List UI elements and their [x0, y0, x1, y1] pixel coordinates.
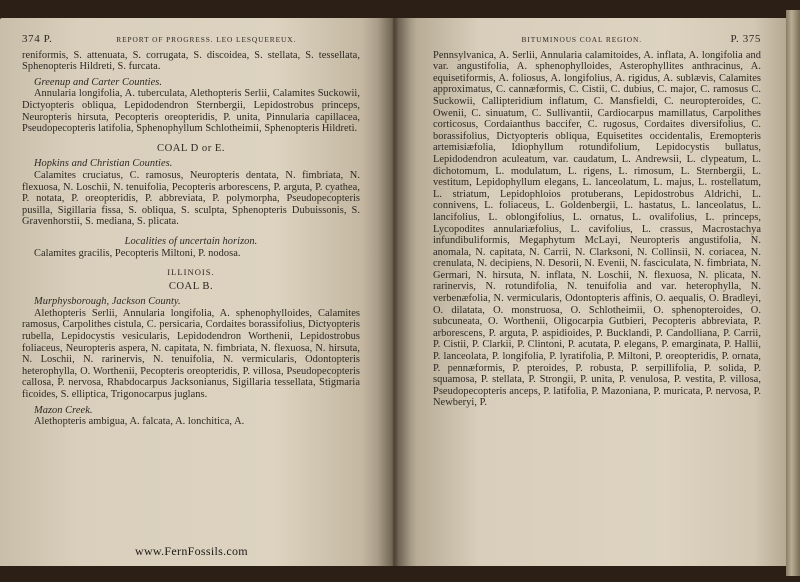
left-running-head — [22, 34, 360, 46]
paragraph-continued: reniformis, S. attenuata, S. corrugata, S. discoidea, S. stellata, S. tessellata, Sphenopteris Hildreti, S. furcata. — [22, 49, 360, 73]
left-running-title: REPORT OF PROGRESS. LEO LESQUEREUX. — [116, 35, 297, 44]
paragraph-species-list: Pennsylvanica, A. Serlii, Annularia calamitoides, A. inflata, A. longifolia and var. angustifolia, A. sphenophylloides, Asterophyllites anthracinus, A. equisetiformis, A. foliosus, A. longifolius, A. rigidus, A. sublævis, Calamites approximatus, C. cannæformis, C. Cistii, C. dubius, C. major, C. ramosus C. Suckowii, Callipteridium inflatum, C. Mansfieldi, C. neuropteroides, C. Owenii, C. sinuatum, C. Sullivantii, Cardiocarpus mamillatus, Carpolithes corticosus, Cordaianthus baccifer, C. rugosus, Cordaites diversifolius, C. borassifolius, Dictyopteris obliqua, Equisetites occidentalis, Eremopteris artemisiæfolia, Idiophyllum rotundifolium, Lepidocystis bullatus, Lepidodendron aculeatum, var. caudatum, L. Andrewsii, L. clypeatum, L. dichotomum, L. modulatum, L. rigens, L. rimosum, L. Sternbergii, L. vestitum, Lepidophyllum elegans, L. lanceolatum, L. majus, L. rostellatum, L. striatum, Lepidophloios protuberans, Lepidostrobus Aldrichi, L. connivens, L. foliaceus, L. Goldenbergii, L. hastatus, L. lanceolatus, L. lancifolius, L. oblongifolius, L. ornatus, L. ovalifolius, L. princeps, Lycopodites annulariæfolius, L. cavifolius, L. crassus, Macrostachya infundibuliformis, Megaphytum McLayi, Neuropteris angustifolia, N. anomala, N. capitata, N. Carrii, N. Clarksoni, N. Collinsii, N. coriacea, N. crenulata, N. decipiens, N. Desorii, N. Evenii, N. fasciculata, N. fimbriata, N. Germari, N. hirsuta, N. inflata, N. Loschii, N. flexuosa, N. plicata, N. rarinervis, N. rotundifolia, N. tenuifolia and var. heterophylla, N. verbenæfolia, N. vermicularis, Odontopteris affinis, O. aequalis, O. Bradleyi, O. dilatata, O. monstruosa, O. Schlotheimii, O. sphenopteroides, O. subcuneata, O. Worthenii, Oligocarpia Gutbieri, Pecopteris abbreviata, P. arborescens, P. arguta, P. aspidioides, P. Bucklandi, P. Candolliana, P. Carrii, P. Cistii, P. Clarkii, P. Clintoni, P. acutata, P. elegans, P. emarginata, P. Hallii, P. lanceolata, P. longifolia, P. lyratifolia, P. Miltoni, P. oreopteridis, P. ornata, P. pennæformis, P. pteroides, P. robusta, P. serpillifolia, P. solida, P. squamosa, P. stellata, P. Strongii, P. unita, P. venulosa, P. vestita, P. villosa, Pseudopecopteris anceps, P. latifolia, P. Mazoniana, P. muricata, P. nervosa, P. Newberyi, P. — [433, 49, 761, 409]
right-page — [393, 18, 786, 566]
heading-coal-d: COAL D or E. — [157, 142, 225, 154]
locality-hopkins: Hopkins and Christian Counties. — [34, 158, 173, 170]
left-page-text — [22, 34, 360, 428]
locality-uncertain: Localities of uncertain horizon. — [124, 235, 258, 247]
right-running-head — [433, 34, 761, 46]
paragraph-uncertain: Calamites gracilis, Pecopteris Miltoni, P. nodosa. — [34, 247, 241, 259]
book-gutter — [378, 18, 410, 566]
right-page-text — [433, 34, 761, 409]
left-page — [0, 18, 393, 566]
locality-mazon: Mazon Creek. — [34, 404, 93, 416]
paragraph-mazon: Alethopteris ambigua, A. falcata, A. lonchitica, A. — [34, 416, 245, 428]
right-page-number: P. 375 — [730, 33, 761, 45]
site-credit: www.FernFossils.com — [135, 544, 248, 558]
heading-illinois: ILLINOIS. — [167, 267, 215, 278]
paragraph-murphysborough: Alethopteris Serlii, Annularia longifolia, A. sphenophylloides, Calamites ramosus, Carpolithes cistula, C. persicaria, Cordaites borassifolius, Dictyopteris rubella, Lepidocystis vesicularis, Lepidodendron Worthenii, Lepidostrobus foliaceus, Neuropteris aspera, N. capitata, N. fimbriata, N. flexuosa, N. hirsuta, N. Loschii, N. rarinervis, N. tenuifolia, N. vermicularis, Odontopteris heterophylla, O. Worthenii, Pecopteris oreopteridis, P. villosa, Pseudopecopteris callosa, P. nervosa, Rhabdocarpus Jacksonianus, Sigillaria tessellata, Stigmaria ficoides, S. elliptica, Trigonocarpus juglans. — [22, 307, 360, 401]
paragraph-hopkins: Calamites cruciatus, C. ramosus, Neuropteris dentata, N. fimbriata, N. flexuosa, N. Loschii, N. tenuifolia, Pecopteris arborescens, P. arguta, P. cyathea, P. notata, P. oreopteridis, P. abbreviata, P. polymorpha, Pseudopecopteris pusilla, Sigillaria fissa, S. obliqua, S. sculpta, Sphenopteris Dubuissonis, S. Gravenhorstii, S. mediana, S. plicata. — [22, 169, 360, 228]
locality-murphysborough: Murphysborough, Jackson County. — [34, 296, 181, 308]
heading-coal-b: COAL B. — [168, 280, 214, 292]
paragraph-greenup: Annularia longifolia, A. tuberculata, Alethopteris Serlii, Calamites Suckowii, Dictyopteris obliqua, Lepidodendron Sternbergii, Lepidostrobus princeps, Neuropteris hirsuta, Pecopteris oreopteridis, P. unita, Pinnularia capillacea, Pseudopecopteris latifolia, Sphenophyllum Schlotheimii, Sphenopteris Hildreti. — [22, 88, 360, 135]
right-running-title: BITUMINOUS COAL REGION. — [521, 35, 642, 44]
locality-greenup: Greenup and Carter Counties. — [34, 76, 163, 88]
left-page-number: 374 P. — [22, 33, 53, 45]
page-edge — [786, 10, 800, 576]
